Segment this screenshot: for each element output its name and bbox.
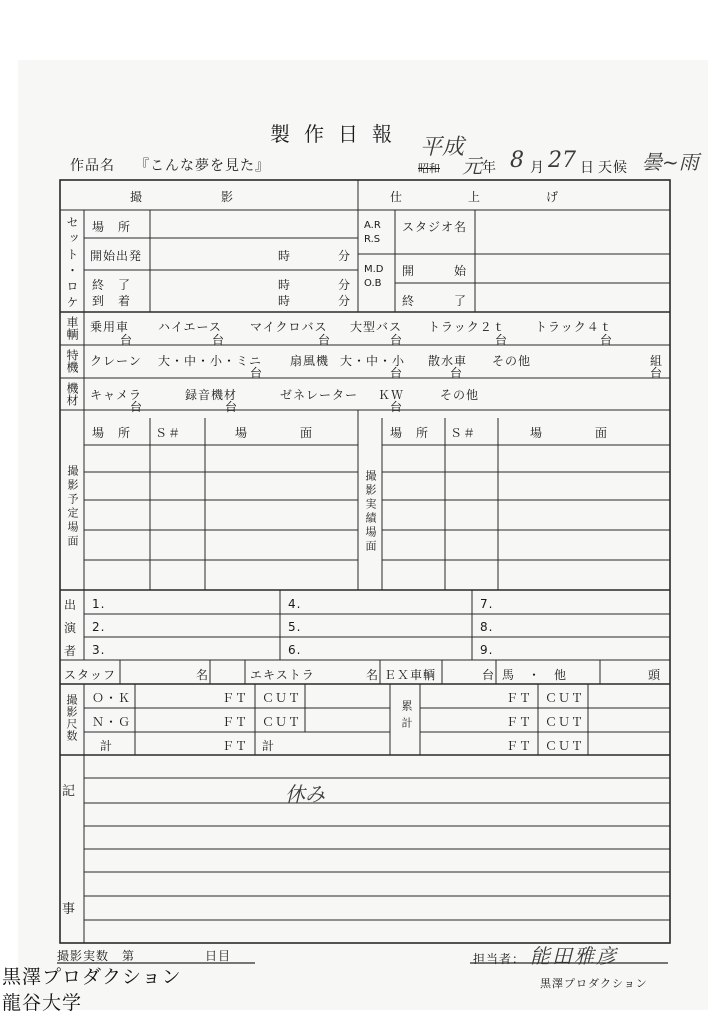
tochaku-label: 到 着 [92, 294, 132, 308]
md-label: M.D [364, 264, 384, 275]
ng-label: Ｎ・Ｇ [92, 715, 132, 729]
kaishi-label: 開始出発 [90, 249, 143, 263]
vehicle-4: トラック２ｔ [428, 320, 506, 334]
weather-label: 天候 [598, 160, 628, 176]
ft-r3: ＦＴ [506, 739, 533, 753]
sound-label: 録音機材 [185, 388, 238, 402]
vehicles-side-label: 車輌 [65, 316, 79, 340]
vehicle-unit-3: 台 [390, 333, 404, 347]
cast-side-1: 出 [64, 598, 78, 612]
days-label: 撮影実数 第 [57, 949, 136, 963]
fan-unit: 台 [390, 366, 404, 380]
plan-bamen-header: 場 面 [235, 426, 314, 440]
special-set-unit: 組 [650, 354, 664, 368]
cut-r1: ＣＵＴ [545, 691, 585, 705]
section-satsuei: 撮 影 [130, 190, 235, 204]
weather-value: 曇~雨 [642, 150, 699, 174]
cut-r2: ＣＵＴ [545, 715, 585, 729]
owari-label: 終 了 [402, 294, 468, 308]
minute-unit-2: 分 [338, 278, 352, 292]
vehicle-unit-5: 台 [600, 333, 614, 347]
actual-bamen-header: 場 面 [530, 426, 609, 440]
basho-label: 場 所 [92, 220, 132, 234]
film-side-label: 撮影尺数 [65, 694, 78, 742]
person-label: 担当者： [473, 952, 526, 966]
horse-label: 馬 ・ 他 [502, 668, 568, 682]
kw-unit: 台 [390, 400, 404, 414]
cast-number-9: 9. [480, 643, 494, 657]
cast-number-1: 1. [92, 597, 106, 611]
cut-ng: ＣＵＴ [262, 715, 302, 729]
sound-unit: 台 [225, 400, 239, 414]
section-shiage: 仕 上 げ [390, 190, 560, 204]
ft-ng: ＦＴ [222, 715, 249, 729]
watermark-line1: 黒澤プロダクション [2, 966, 182, 988]
kw-label: ＫＷ [378, 388, 405, 402]
company-stamp: 黒澤プロダクション [540, 977, 648, 990]
kei-label-2: 計 [262, 739, 276, 753]
cast-number-2: 2. [92, 620, 106, 634]
notes-ki-label: 記 [62, 784, 77, 799]
staff-label: スタッフ [64, 668, 117, 682]
plan-s-header: Ｓ＃ [155, 426, 182, 440]
notes-handwritten: 休み [285, 782, 325, 806]
cast-number-3: 3. [92, 643, 106, 657]
days-unit: 日目 [205, 949, 232, 963]
form-title: 製作日報 [270, 122, 406, 146]
cast-number-7: 7. [480, 597, 494, 611]
vehicle-unit-4: 台 [495, 333, 509, 347]
vehicle-unit-2: 台 [318, 333, 332, 347]
ft-ok: ＦＴ [222, 691, 249, 705]
studio-label: スタジオ名 [402, 220, 468, 234]
ft-kei: ＦＴ [222, 739, 249, 753]
plan-basho-header: 場 所 [92, 426, 132, 440]
equipment-other-label: その他 [440, 388, 480, 402]
special-other-unit: 台 [650, 366, 664, 380]
camera-label: キャメラ [90, 388, 143, 402]
crane-label: クレーン [90, 354, 142, 368]
extra-label: エキストラ [250, 668, 315, 682]
cast-side-3: 者 [64, 644, 78, 658]
day-value: 27 [548, 148, 576, 173]
actual-basho-header: 場 所 [390, 426, 430, 440]
hajime-label: 開 始 [402, 264, 468, 278]
actual-side-label: 撮影実績場面 [364, 470, 377, 554]
hour-unit-2: 時 [278, 278, 292, 292]
sprinkler-label: 散水車 [428, 354, 468, 368]
vehicle-2: マイクロバス [250, 320, 328, 334]
ex-vehicle-label: ＥＸ車輌 [384, 668, 437, 682]
actual-s-header: Ｓ＃ [450, 426, 477, 440]
sprinkler-unit: 台 [450, 366, 464, 380]
cut-ok: ＣＵＴ [262, 691, 302, 705]
ex-vehicle-unit: 台 [482, 668, 496, 682]
person-name: 能田雅彦 [530, 944, 618, 968]
vehicle-1: ハイエース [158, 320, 222, 334]
set-loke-side-label: セット・ロケ [65, 216, 79, 312]
cast-number-5: 5. [288, 620, 302, 634]
ob-label: O.B [364, 278, 382, 289]
ar-label: A.R [364, 220, 381, 231]
vehicle-3: 大型バス [350, 320, 403, 334]
fan-label: 扇風機 [290, 354, 330, 368]
vehicle-unit-0: 台 [120, 333, 134, 347]
equipment-side-label: 機材 [65, 382, 79, 406]
day-unit: 日 [580, 160, 595, 176]
staff-mei-unit: 名 [196, 668, 210, 682]
hour-unit-1: 時 [278, 249, 292, 263]
watermark-line2: 龍谷大学 [2, 992, 83, 1014]
work-title: 『こんな夢を見た』 [135, 158, 270, 174]
minute-unit-1: 分 [338, 249, 352, 263]
ruikei-label: 累計 [400, 700, 413, 734]
horse-unit: 頭 [648, 668, 662, 682]
special-side-label: 特機 [65, 349, 79, 373]
cast-number-8: 8. [480, 620, 494, 634]
cast-number-4: 4. [288, 597, 302, 611]
vehicle-unit-1: 台 [212, 333, 226, 347]
rs-label: R.S [364, 234, 381, 245]
extra-mei-unit: 名 [366, 668, 380, 682]
ft-r2: ＦＴ [506, 715, 533, 729]
cut-r3: ＣＵＴ [545, 739, 585, 753]
month-value: 8 [510, 148, 524, 173]
work-label: 作品名 [70, 158, 115, 174]
year-unit: 年 [482, 160, 497, 176]
month-unit: 月 [530, 160, 545, 176]
crane-sizes: 大・中・小・ミニ [158, 354, 263, 368]
notes-ji-label: 事 [62, 902, 77, 917]
era-handwritten: 平成 [420, 135, 465, 160]
minute-unit-3: 分 [338, 294, 352, 308]
ok-label: Ｏ・Ｋ [92, 691, 132, 705]
cast-side-2: 演 [64, 621, 78, 635]
generator-label: ゼネレーター [280, 388, 359, 402]
ft-r1: ＦＴ [506, 691, 533, 705]
cast-number-6: 6. [288, 643, 302, 657]
crane-unit: 台 [250, 366, 264, 380]
camera-unit: 台 [130, 400, 144, 414]
hour-unit-3: 時 [278, 294, 292, 308]
vehicle-0: 乗用車 [90, 320, 130, 334]
plan-side-label: 撮影予定場面 [66, 465, 79, 549]
special-other-label: その他 [492, 354, 532, 368]
fan-sizes: 大・中・小 [340, 354, 406, 368]
era-printed: 昭和 [418, 162, 440, 175]
vehicle-5: トラック４ｔ [535, 320, 613, 334]
kei-label: 計 [100, 739, 114, 753]
shuryo-label: 終 了 [92, 278, 132, 292]
year-value: 元 [462, 154, 482, 178]
